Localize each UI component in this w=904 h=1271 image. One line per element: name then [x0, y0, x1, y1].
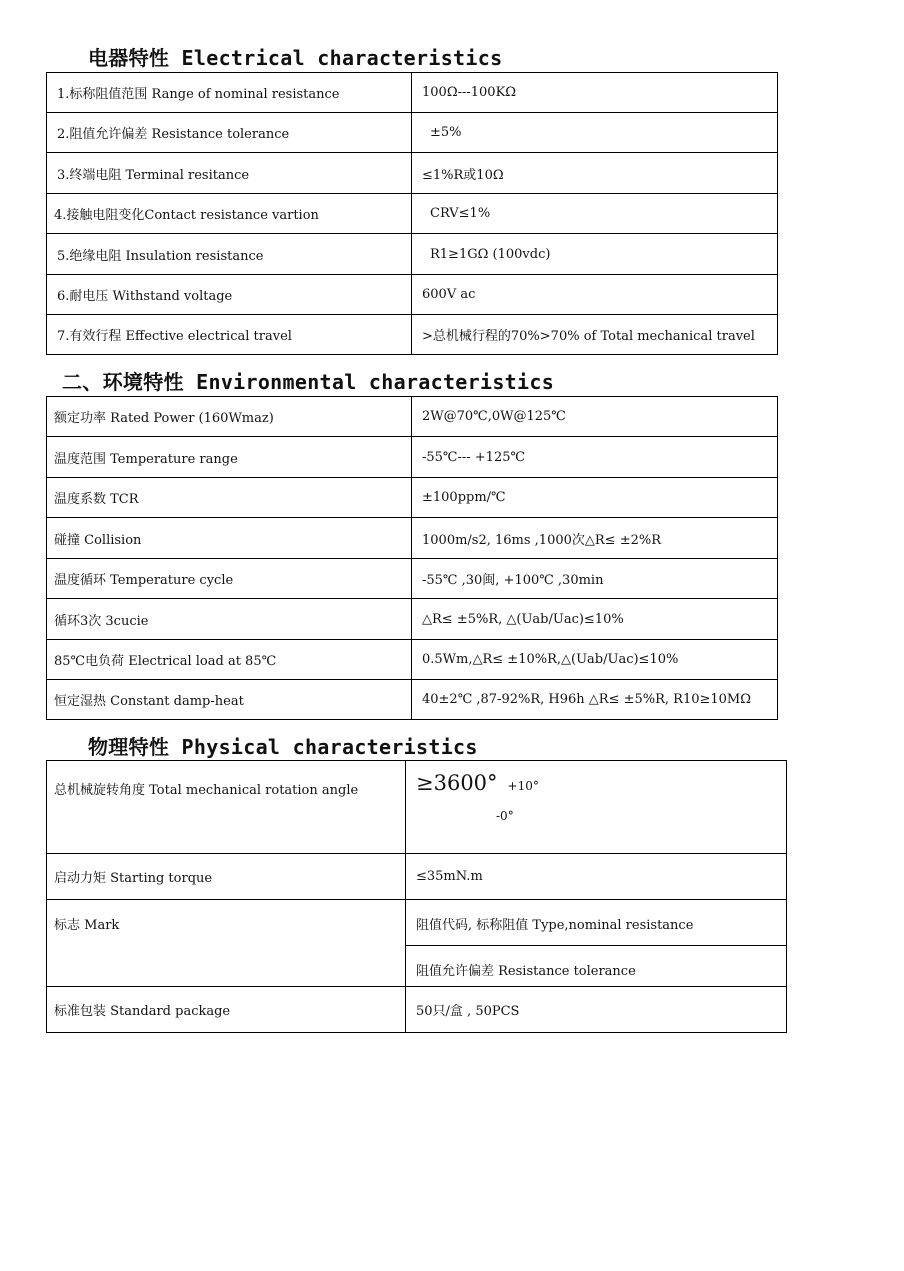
- electrical-label: 4.接触电阻变化Contact resistance vartion: [47, 194, 412, 234]
- torque-value: ≤35mN.m: [406, 854, 787, 900]
- environmental-label: 温度系数 TCR: [47, 478, 412, 518]
- electrical-label: 6.耐电压 Withstand voltage: [47, 275, 412, 315]
- package-value: 50只/盒 , 50PCS: [406, 987, 787, 1033]
- environmental-value: ±100ppm/℃: [412, 478, 778, 518]
- rotation-value: ≥3600°: [416, 771, 498, 795]
- electrical-value: CRV≤1%: [412, 194, 778, 234]
- electrical-value: 600V ac: [412, 275, 778, 315]
- rotation-cell: [406, 761, 787, 854]
- environmental-value: 2W@70℃,0W@125℃: [412, 397, 778, 437]
- mark-cell: [406, 900, 787, 987]
- environmental-label: 碰撞 Collision: [47, 518, 412, 559]
- environmental-label: 额定功率 Rated Power (160Wmaz): [47, 397, 412, 437]
- electrical-value: 100Ω---100KΩ: [412, 73, 778, 113]
- physical-table: [46, 760, 787, 1033]
- environmental-label: 85℃电负荷 Electrical load at 85℃: [47, 640, 412, 680]
- electrical-label: 3.终端电阻 Terminal resitance: [47, 153, 412, 194]
- environmental-title: 二、环境特性 Environmental characteristics: [62, 370, 555, 394]
- environmental-table: [46, 396, 778, 720]
- environmental-label: 温度范围 Temperature range: [47, 437, 412, 478]
- environmental-value: 40±2℃ ,87-92%R, H96h △R≤ ±5%R, R10≥10MΩ: [412, 680, 778, 720]
- rotation-minus: -0°: [496, 809, 514, 823]
- electrical-label: 5.绝缘电阻 Insulation resistance: [47, 234, 412, 275]
- mark-line1: 阻值代码, 标称阻值 Type,nominal resistance: [416, 918, 694, 933]
- mark-line2: 阻值允许偏差 Resistance tolerance: [416, 964, 636, 979]
- mark-label: 标志 Mark: [47, 900, 406, 987]
- electrical-label: 2.阻值允许偏差 Resistance tolerance: [47, 113, 412, 153]
- electrical-label: 7.有效行程 Effective electrical travel: [47, 315, 412, 355]
- environmental-label: 循环3次 3cucie: [47, 599, 412, 640]
- mark-divider: [406, 945, 786, 946]
- electrical-label: 1.标称阻值范围 Range of nominal resistance: [47, 73, 412, 113]
- torque-label: 启动力矩 Starting torque: [47, 854, 406, 900]
- electrical-value: ≤1%R或10Ω: [412, 153, 778, 194]
- environmental-value: △R≤ ±5%R, △(Uab/Uac)≤10%: [412, 599, 778, 640]
- electrical-title: 电器特性 Electrical characteristics: [88, 46, 503, 70]
- environmental-value: -55℃--- +125℃: [412, 437, 778, 478]
- environmental-label: 温度循环 Temperature cycle: [47, 559, 412, 599]
- rotation-label: 总机械旋转角度 Total mechanical rotation angle: [47, 761, 406, 854]
- electrical-value: ±5%: [412, 113, 778, 153]
- package-label: 标准包装 Standard package: [47, 987, 406, 1033]
- electrical-table: [46, 72, 778, 355]
- physical-title: 物理特性 Physical characteristics: [88, 735, 478, 759]
- electrical-value: >总机械行程的70%>70% of Total mechanical travel: [412, 315, 778, 355]
- environmental-value: 1000m/s2, 16ms ,1000次△R≤ ±2%R: [412, 518, 778, 559]
- electrical-value: R1≥1GΩ (100vdc): [412, 234, 778, 275]
- environmental-label: 恒定湿热 Constant damp-heat: [47, 680, 412, 720]
- rotation-plus: +10°: [507, 779, 539, 793]
- environmental-value: 0.5Wm,△R≤ ±10%R,△(Uab/Uac)≤10%: [412, 640, 778, 680]
- environmental-value: -55℃ ,30闽, +100℃ ,30min: [412, 559, 778, 599]
